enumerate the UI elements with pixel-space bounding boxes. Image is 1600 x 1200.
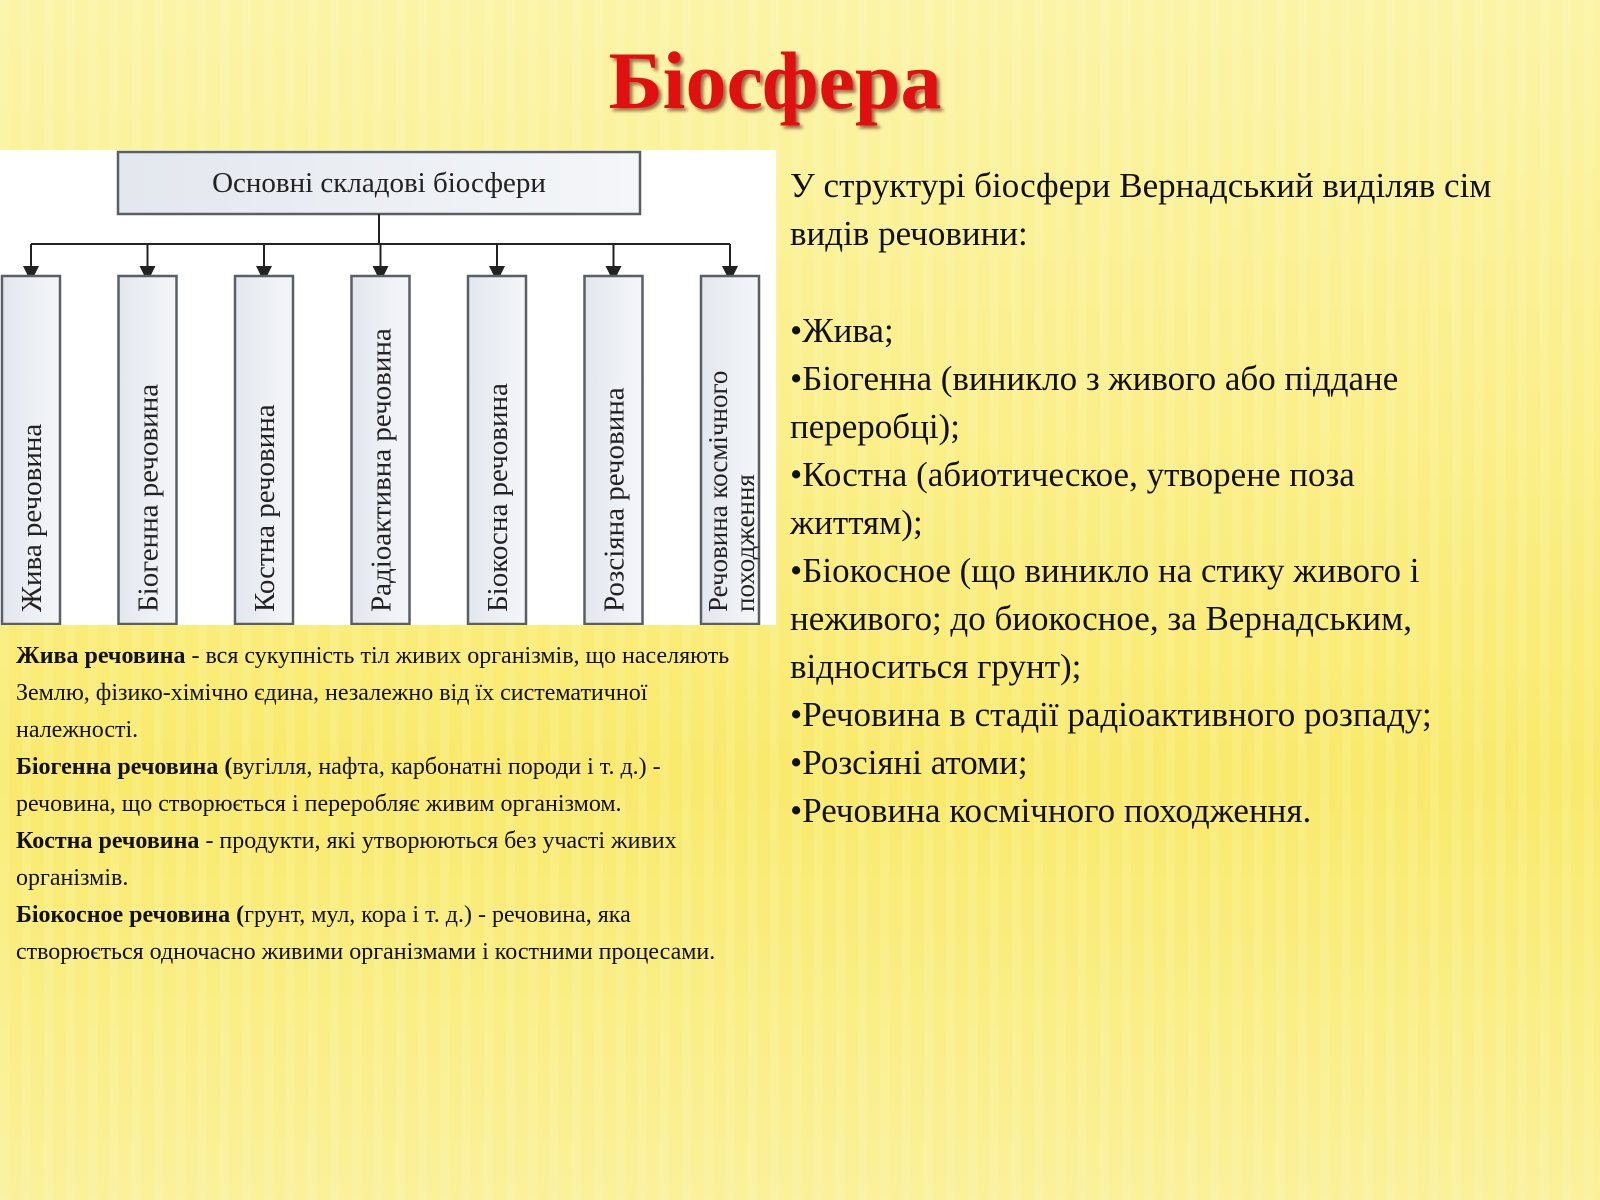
component-label: Біокосна речовина <box>482 383 514 612</box>
component-label: Радіоактивна речовина <box>365 328 398 612</box>
definition-text: вугілля, нафта, карбонатні породи і т. д.) - речовина, що створюється і переробляє живим організмом. <box>16 754 661 817</box>
list-item: •Біокосное (що виникло на стику живого і неживого; до биокосное, за Вернадським, відноситься грунт); <box>790 551 1420 686</box>
list-item: •Біогенна (виникло з живого або піддане переробці); <box>790 359 1399 446</box>
component-label: Розсіяна речовина <box>598 387 631 612</box>
component-label-line2: походження <box>730 474 760 612</box>
diagram-connectors <box>31 214 730 274</box>
definition-term: Біокосное речовина ( <box>16 902 245 928</box>
definition-paragraph <box>16 897 756 971</box>
definition-term: Біогенна речовина ( <box>16 754 233 780</box>
diagram-boxes <box>2 276 760 624</box>
definition-text: - продукти, які утворюються без участі живих організмів. <box>16 828 677 891</box>
component-label: Костна речовина <box>249 404 281 612</box>
component-label: Жива речовина <box>16 423 48 612</box>
definition-term: Костна речовина <box>16 828 200 854</box>
matter-types-list <box>790 307 1495 835</box>
definition-text: грунт, мул, кора і т. д.) - речовина, яка створюється одночасно живими організмами і костними процесами. <box>16 902 716 965</box>
components-diagram <box>0 150 776 625</box>
root-box-label: Основні складові біосфери <box>212 167 546 199</box>
definition-term: Жива речовина <box>16 643 186 669</box>
slide-title: Біосфера <box>608 35 942 126</box>
list-item: •Речовина космічного походження. <box>790 791 1312 830</box>
definitions-text <box>16 638 756 971</box>
intro-text: У структурі біосфери Вернадський виділяв сім видів речовини: <box>790 166 1492 253</box>
list-item: •Костна (абиотическое, утворене поза життям); <box>790 455 1355 542</box>
list-item: •Речовина в стадії радіоактивного розпаду; <box>790 695 1432 734</box>
definition-paragraph <box>16 638 756 749</box>
definition-text: - вся сукупність тіл живих організмів, що населяють Землю, фізико-хімічно єдина, незалежно від їх систематичної належності. <box>16 643 730 743</box>
component-label: Біогенна речовина <box>132 383 165 612</box>
component-label: Речовина космічного <box>703 370 733 612</box>
diagram-svg <box>0 150 776 625</box>
definition-paragraph <box>16 749 756 823</box>
list-item: •Жива; <box>790 311 894 350</box>
list-item: •Розсіяні атоми; <box>790 743 1028 782</box>
definition-paragraph <box>16 823 756 897</box>
